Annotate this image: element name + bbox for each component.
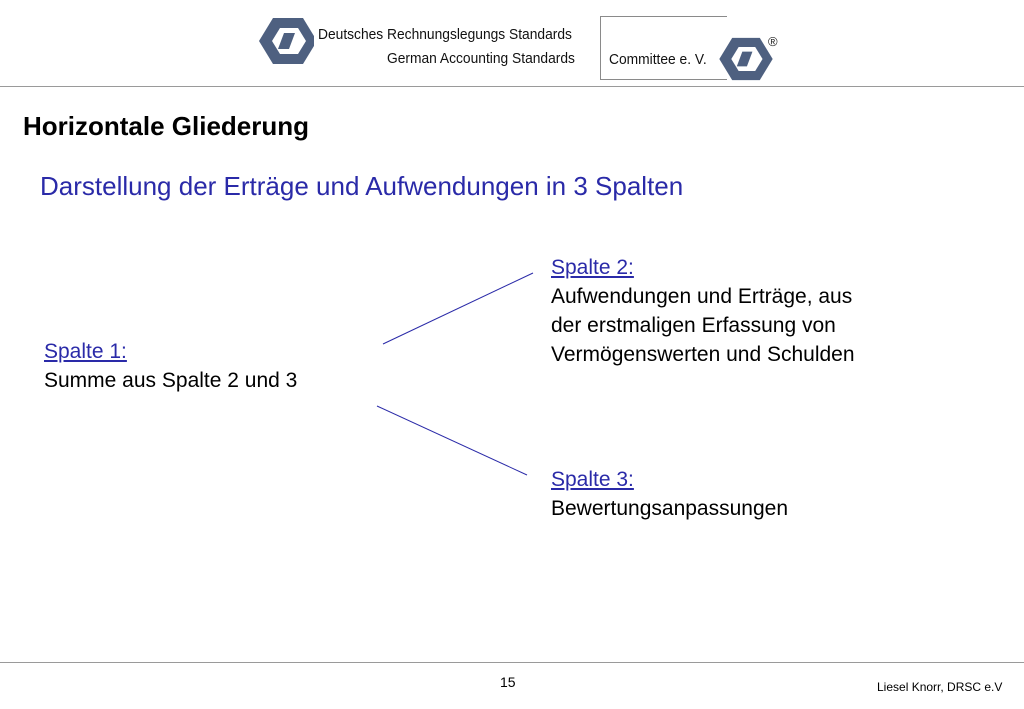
column-3-text: Bewertungsanpassungen — [551, 497, 789, 520]
footer-author: Liesel Knorr, DRSC e.V — [877, 680, 1003, 694]
column-3-heading: Spalte 3: — [551, 468, 634, 491]
column-2-text-line-1: Aufwendungen und Erträge, aus — [551, 285, 853, 308]
registered-mark: ® — [768, 34, 778, 49]
connector-line-lower — [377, 406, 527, 475]
org-name-english: German Accounting Standards — [387, 50, 575, 67]
column-2-text-line-3: Vermögenswerten und Schulden — [551, 343, 855, 366]
column-3-block — [551, 465, 788, 523]
slide-subtitle: Darstellung der Erträge und Aufwendungen in 3 Spalten — [40, 171, 684, 201]
org-name-german: Deutsches Rechnungslegungs Standards — [318, 26, 572, 43]
column-2-text-line-2: der erstmaligen Erfassung von — [551, 314, 836, 337]
committee-label: Committee e. V. — [609, 51, 707, 68]
column-1-block — [44, 337, 297, 395]
connector-line-upper — [383, 273, 533, 344]
footer-divider — [0, 662, 1024, 663]
column-2-block — [551, 253, 855, 369]
page-number: 15 — [500, 674, 516, 690]
column-1-text: Summe aus Spalte 2 und 3 — [44, 369, 298, 392]
slide-title: Horizontale Gliederung — [23, 111, 310, 141]
column-1-heading: Spalte 1: — [44, 340, 127, 363]
column-2-heading: Spalte 2: — [551, 256, 634, 279]
